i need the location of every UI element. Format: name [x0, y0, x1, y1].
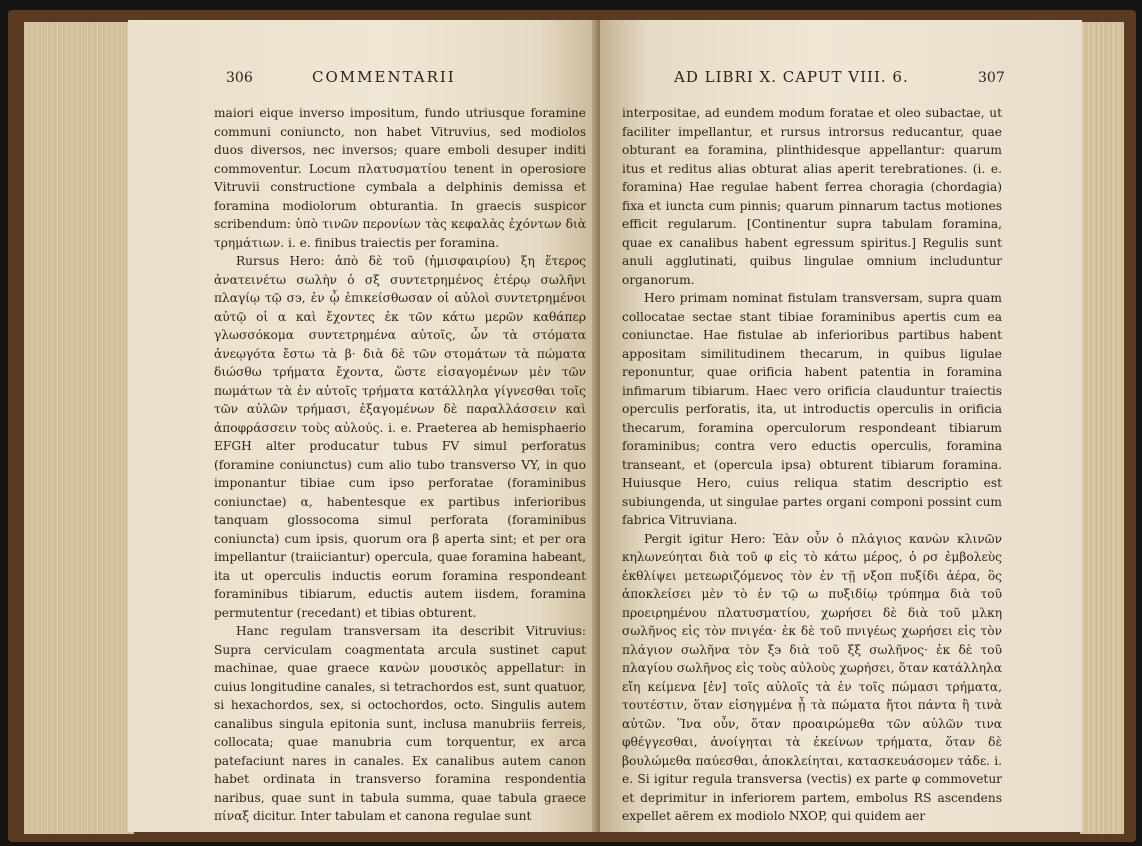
- left-page-text: [214, 104, 586, 826]
- right-page-header: [600, 68, 1082, 92]
- left-page-header: [128, 68, 596, 92]
- right-page: [600, 20, 1082, 832]
- paragraph: interpositae, ad eundem modum foratae et oleo subactae, ut faciliter impellantur, et rursus introrsus reducantur, quae obturant ea foramina, plinthidesque appellantur: quarum itus et reditus alias obturat alias aperit terebrationes. (i. e. foramina) Hae regulae habent ferrea choragia (chordagia) fixa et iuncta cum pinnis; quarum pinnarum tactus motiones efficit regularum. [Continentur supra tabulam foramina, quae ex canalibus habent egressum spiritus.] Regulis sunt anuli agglutinati, quibus lingulae omnium includuntur organorum.: [622, 106, 1002, 287]
- paragraph: Rursus Hero: ἀπὸ δὲ τοῦ (ἡμισφαιρίου) ξη ἕτερος ἀνατεινέτω σωλὴν ὁ σξ συντετρημένος ἑτέρῳ σωλῆνι πλαγίῳ τῷ σ϶, ἐν ᾧ ἐπικείσθωσαν οἱ αὐλοὶ συντετρημένοι αὐτῷ οἱ α καὶ ἔχοντες ἐκ τῶν κάτω μερῶν καθάπερ γλωσσόκομα συντετρημένα αὐτοῖς, ὧν τὰ στόματα ἀνεῳγότα ἔστω τὰ β· διὰ δὲ τῶν στομάτων τὰ πώματα διώσθω τρήματα ἔχοντα, ὥστε εἰσαγομένων μὲν τῶν πωμάτων τὰ ἐν αὐτοῖς τρήματα κατάλληλα γίγνεσθαι τοῖς τῶν αὐλῶν τρήμασι, ἐξαγομένων δὲ παραλλάσσειν καὶ ἀποφράσσειν τοὺς αὐλούς. i. e. Praeterea ab hemisphaerio EFGH alter producatur tubus FV simul perforatus (foramine coniunctus) cum alio tubo transverso VY, in quo imponantur tibiae cum ipso perforatae (foraminibus coniunctae) α, habentesque ex partibus inferioribus tanquam glossocoma simul perforata (foraminibus coniuncta) cum ipsis, quorum ora β aperta sint; et per ora impellantur (traiiciantur) opercula, quae foramina habeant, ita ut operculis inductis eorum foramina respondeant foraminibus tibiarum, eductis autem iisdem, foramina permutentur (recedant) et tibias obturent.: [214, 254, 586, 620]
- left-page: [128, 20, 596, 832]
- running-title: COMMENTARII: [312, 68, 456, 86]
- left-page-edges: [24, 22, 134, 834]
- paragraph: Hero primam nominat fistulam transversam, supra quam collocatae sectae stant tibiae foraminibus apertis cum ea coniunctae. Hae fistulae ab inferioribus partibus habent appositam similitudinem thecarum, in quibus ligulae reponuntur, quae orificia habent patentia in foramina infimarum tibiarum. Haec vero orificia clauduntur traiectis operculis perforatis, ita, ut introductis operculis in orificia thecarum, foramina operculorum respondeant tibiarum foraminibus; contra vero eductis operculis, foramina transeant, et (opercula ipsa) obturent tibiarum foramina. Huiusque Hero, cuius reliqua statim descriptio est subiungenda, ut singulae partes organi componi possint cum fabrica Vitruviana.: [622, 291, 1002, 527]
- paragraph: Hanc regulam transversam ita describit Vitruvius: Supra cerviculam coagmentata arcula sustinet caput machinae, quae graece κανὼν μουσικὸς appellatur: in cuius longitudine canales, si tetrachordos est, sunt quatuor, si hexachordos, sex, si octochordos, octo. Singulis autem canalibus singula epitonia sunt, inclusa manubriis ferreis, collocata; quae manubria cum torquentur, ex arca patefaciunt nares in canales. Ex canalibus autem canon habet ordinata in transverso foramina respondentia naribus, quae sunt in tabula summa, quae tabula graece πίναξ dicitur. Inter tabulam et canona regulae sunt: [214, 624, 586, 823]
- page-number: 306: [226, 70, 253, 86]
- running-title: AD LIBRI X. CAPUT VIII. 6.: [674, 68, 909, 86]
- paragraph: maiori eique inverso impositum, fundo utriusque foramine communi coniuncto, non habet Vitruvius, sed modiolos duos diversos, nec inversos; quare emboli desuper inditi commoventur. Locum πλατυσματίου tenent in operosiore Vitruvii constructione cymbala a delphinis demissa et foramina modiolorum obturantia. In graecis suspicor scribendum: ὑπὸ τινῶν περονίων τὰς κεφαλὰς ἐχόντων διὰ τρημάτιων. i. e. finibus traiectis per foramina.: [214, 106, 586, 250]
- paragraph: Pergit igitur Hero: Ἐὰν οὖν ὁ πλάγιος κανὼν κλινῶν κηλωνεύηται διὰ τοῦ φ εἰς τὸ κάτω μέρος, ὁ ρσ ἐμβολεὺς ἐκθλίψει μετεωριζόμενος τὸν ἐν τῇ νξοπ πυξίδι ἀέρα, ὃς ἀποκλείσει μὲν τὸ ἐν τῷ ω πυξιδίῳ τρύπημα διὰ τοῦ προειρημένου πλατυσματίου, χωρήσει δὲ διὰ τοῦ μλκη σωλῆνος εἰς τὸν πνιγέα· ἐκ δὲ τοῦ πνιγέως χωρήσει εἰς τὸν πλάγιον σωλῆνα τὸν ξ϶ διὰ τοῦ ξξ σωλῆνος· ἐκ δὲ τοῦ πλαγίου σωλῆνος εἰς τοὺς αὐλοὺς χωρήσει, ὅταν κατάλληλα εἴη κείμενα [ἐν] τοῖς αὐλοῖς τὰ ἐν τοῖς πώμασι τρήματα, τουτέστιν, ὅταν εἰσηγμένα ᾖ τὰ πώματα ἤτοι πάντα ἢ τινὰ αὐτῶν. Ἵνα οὖν, ὅταν προαιρώμεθα τῶν αὐλῶν τινα φθέγγεσθαι, ἀνοίγηται τὰ ἐκείνων τρήματα, ὅταν δὲ βουλώμεθα παύεσθαι, ἀποκλείηται, κατασκευάσομεν τάδε. i. e. Si igitur regula transversa (vectis) ex parte φ commovetur et deprimitur in inferiorem partem, embolus RS ascendens expellet aërem ex modiolo NXOP, qui quidem aer: [622, 531, 1002, 823]
- page-number: 307: [978, 70, 1005, 86]
- right-page-edges: [1080, 22, 1124, 834]
- right-page-text: [622, 104, 1002, 826]
